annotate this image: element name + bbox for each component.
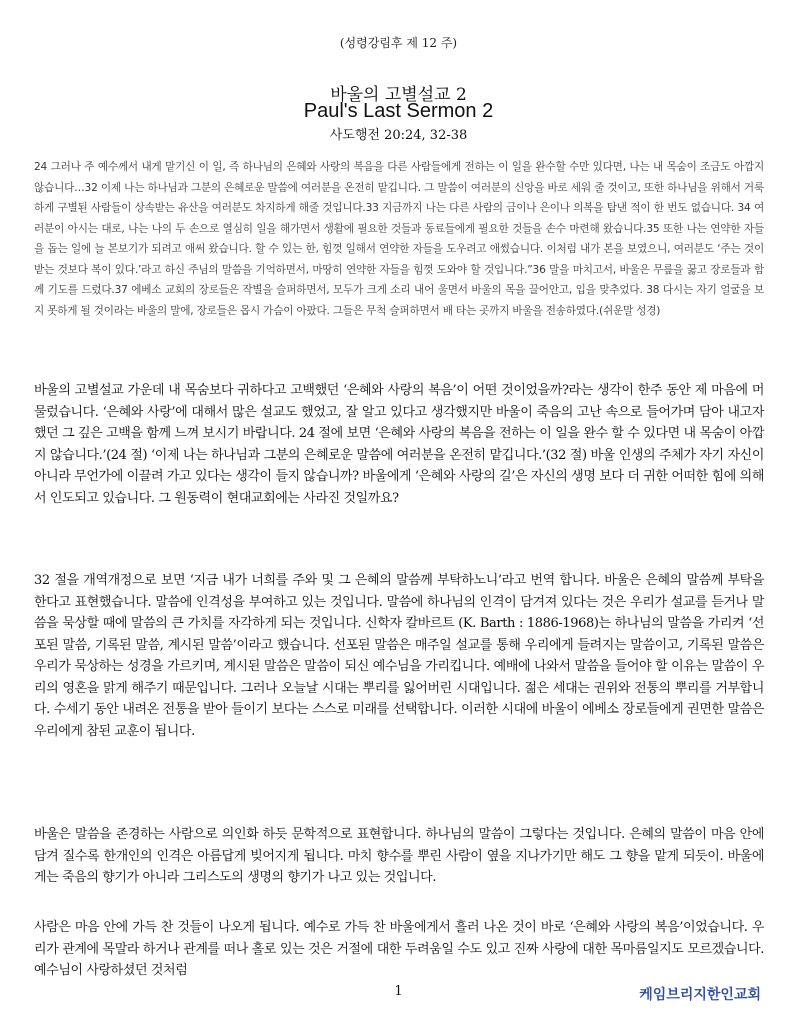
scripture-passage: 24 그러나 주 예수께서 내게 맡기신 이 일, 즉 하나님의 은혜와 사랑의 복음을 다른 사람들에게 전하는 이 일을 완수할 수만 있다면, 나는 내 목숨이 조금도 아깝지 않습니다…32 이제 나는 하나님과 그분의 은혜로운 말씀에 여러분을 온전히 맡깁니다. 그 말씀이 여러분의 신앙을 바로 세워 줄 것이고, 또한 하나님을 위해서 거룩하게 구별된 사람들이 상속받는 유산을 여러분도 차지하게 해줄 것입니다.33 지금까지 나는 다른 사람의 금이나 은이나 의복을 탐낸 적이 한 번도 없습니다. 34 여러분이 아시는 대로, 나는 나의 두 손으로 열심히 일을 해가면서 생활에 필요한 것들과 동료들에게 필요한 것들을 손수 마련해 왔습니다.35 또한 나는 연약한 자들을 돕는 일에 늘 본보기가 되려고 애써 왔습니다. 할 수 있는 한, 힘껏 일해서 연약한 자들을 도우려고 애썼습니다. 이처럼 내가 본을 보였으니, 여러분도 ‘주는 것이 받는 것보다 복이 있다.’라고 하신 주님의 말씀을 기억하면서, 마땅히 연약한 자들을 힘껏 도와야 할 것입니다.”36 말을 마치고서, 바울은 무릎을 꿇고 장로들과 함께 기도를 드렸다.37 에베소 교회의 장로들은 작별을 슬퍼하면서, 모두가 크게 소리 내어 울면서 바울의 목을 끌어안고, 입을 맞추었다. 38 다시는 자기 얼굴을 보지 못하게 될 것이라는 바울의 말에, 장로들은 몹시 가슴이 아팠다. 그들은 무척 슬퍼하면서 배 타는 곳까지 바울을 전송하였다.(쉬운말 성경) [34,161,764,317]
week-label: (성령강림후 제 12 주) [339,36,458,50]
body-paragraph-1: 바울의 고별설교 가운데 내 목숨보다 귀하다고 고백했던 ‘은혜와 사랑의 복음’이 어떤 것이었을까?라는 생각이 한주 동안 제 마음에 머물렀습니다. ‘은혜와 사랑’에 대해서 많은 설교도 했었고, 잘 알고 있다고 생각했지만 바울이 죽음의 고난 속으로 들어가며 담아 내고자 했던 그 깊은 고백을 함께 느껴 보시기 바랍니다. 24 절에 보면 ‘은혜와 사랑의 복음을 전하는 이 일을 완수 할 수 있다면 내 목숨이 아깝지 않습니다.’(24 절) ‘이제 나는 하나님과 그분의 은혜로운 말씀에 여러분을 온전히 맡깁니다.’(32 절) 바울 인생의 주체가 자기 자신이 아니라 무언가에 이끌려 가고 있다는 생각이 들지 않습니까? 바울에게 ‘은혜와 사랑의 길’은 자신의 생명 보다 더 귀한 어떠한 힘에 의해서 인도되고 있습니다. 그 원동력이 현대교회에는 사라진 것일까요? [34,383,765,506]
body-paragraph-2: 32 절을 개역개정으로 보면 ‘지금 내가 너희를 주와 및 그 은혜의 말씀께 부탁하노니’라고 번역 합니다. 바울은 은혜의 말씀께 부탁을 한다고 표현했습니다. 말씀에 인격성을 부여하고 있는 것입니다. 말씀에 하나님의 인격이 담겨져 있다는 것은 우리가 설교를 듣거나 말씀을 묵상할 때에 말씀의 큰 가치를 자각하게 되는 것입니다. 신학자 칼바르트 (K. Barth : 1886-1968)는 하나님의 말씀을 가리켜 ‘선포된 말씀, 기록된 말씀, 계시된 말씀’이라고 했습니다. 선포된 말씀은 매주일 설교를 통해 우리에게 들려지는 말씀이고, 기록된 말씀은 우리가 묵상하는 성경을 가르키며, 계시된 말씀은 말씀이 되신 예수님을 가리킵니다. 예배에 나와서 말씀을 들어야 할 이유는 말씀이 우리의 영혼을 맑게 해주기 때문입니다. 그러나 오늘날 시대는 뿌리를 잃어버린 시대입니다. 젊은 세대는 권위와 전통의 뿌리를 거부합니다. 수세기 동안 내려온 전통을 받아 들이기 보다는 스스로 미래를 선택합니다. 이러한 시대에 바울이 에베소 장로들에게 권면한 말씀은 우리에게 참된 교훈이 됩니다. [34,573,764,739]
church-name-footer: 케임브리지한인교회 [639,987,761,1003]
sermon-title-english: Paul's Last Sermon 2 [303,100,494,122]
page-number: 1 [394,984,403,999]
body-paragraph-3: 바울은 말씀을 존경하는 사람으로 의인화 하듯 문학적으로 표현합니다. 하나님의 말씀이 그렇다는 것입니다. 은혜의 말씀이 마음 안에 담겨 질수록 한개인의 인격은 아름답게 빚어지게 됩니다. 마치 향수를 뿌린 사람이 옆을 지나가기만 해도 그 향을 맡게 되듯이. 바울에게는 죽음의 향기가 아니라 그리스도의 생명의 향기가 나고 있는 것입니다. [34,827,764,885]
body-paragraph-4: 사람은 마음 안에 가득 찬 것들이 나오게 됩니다. 예수로 가득 찬 바울에게서 흘러 나온 것이 바로 ‘은혜와 사랑의 복음’이었습니다. 우리가 관계에 목말라 하거나 관계를 떠나 홀로 있는 것은 거절에 대한 두려움일 수도 있고 진짜 사랑에 대한 목마름일지도 모르겠습니다. 예수님이 사랑하셨던 것처럼 [34,920,764,978]
scripture-reference: 사도행전 20:24, 32-38 [329,128,468,143]
sermon-title-korean: 바울의 고별설교 2 [330,85,467,105]
